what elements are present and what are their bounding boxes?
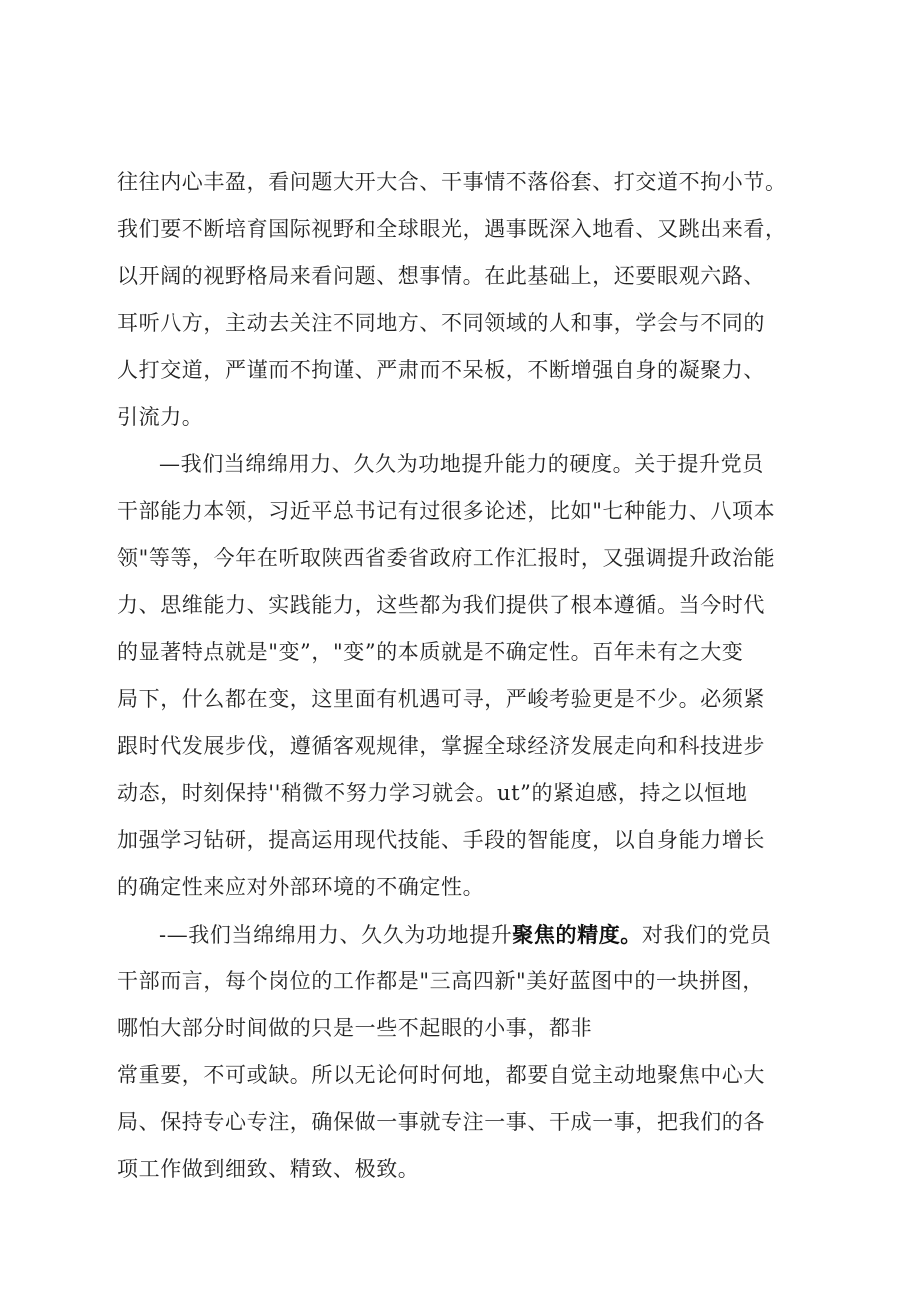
text-line: 的显著特点就是"变”，"变”的本质就是不确定性。百年未有之大变: [117, 640, 744, 664]
text-line: 项工作做到细致、精致、极致。: [117, 1157, 420, 1181]
text-line: 我们要不断培育国际视野和全球眼光，遇事既深入地看、又跳出来看，: [117, 217, 787, 241]
text-line: 干部而言，每个岗位的工作都是"三高四新"美好蓝图中的一块拼图，: [117, 969, 764, 993]
text-line: 哪怕大部分时间做的只是一些不起眼的小事，都非: [117, 1016, 593, 1040]
paragraph-heading-line: —我们当绵绵用力、久久为功地提升能力的硬度。关于提升党员: [159, 452, 764, 476]
text-line: 引流力。: [117, 405, 204, 429]
text-line: 局下，什么都在变，这里面有机遇可寻，严峻考验更是不少。必须紧: [117, 687, 765, 711]
text-line: 动态，时刻保持''稍微不努力学习就会。ut”的紧迫感，持之以恒地: [117, 781, 748, 805]
text-line: 的确定性来应对外部环境的不确定性。: [117, 875, 485, 899]
text-line: 干部能力本领，习近平总书记有过很多论述，比如"七种能力、八项本: [117, 499, 776, 523]
text-line: 加强学习钻研，提高运用现代技能、手段的智能度，以自身能力增长: [117, 828, 765, 852]
text-line: 局、保持专心专注，确保做一事就专注一事、干成一事，把我们的各: [117, 1110, 765, 1134]
text-line: 力、思维能力、实践能力，这些都为我们提供了根本遵循。当今时代: [117, 593, 765, 617]
text-line: 人打交道，严谨而不拘谨、严肃而不呆板，不断增强自身的凝聚力、: [117, 358, 765, 382]
heading-emphasis-text: 聚焦的精度。: [512, 922, 642, 947]
paragraph-heading-line: [117, 911, 829, 958]
text-line: 以开阔的视野格局来看问题、想事情。在此基础上，还要眼观六路、: [117, 264, 765, 288]
body-text: [117, 159, 829, 1193]
text-line: 耳听八方，主动去关注不同地方、不同领域的人和事，学会与不同的: [117, 311, 765, 335]
heading-lead-text: -—我们当绵绵用力、久久为功地提升: [159, 923, 513, 947]
text-line: 跟时代发展步伐，遵循客观规律，掌握全球经济发展走向和科技进步: [117, 734, 765, 758]
text-line: 常重要，不可或缺。所以无论何时何地，都要自觉主动地聚焦中心大: [117, 1063, 765, 1087]
heading-tail-text: 对我们的党员: [641, 923, 772, 947]
text-line: 往往内心丰盈，看问题大开大合、干事情不落俗套、打交道不拘小节。: [117, 170, 787, 194]
text-line: 领"等等，今年在听取陕西省委省政府工作汇报时，又强调提升政治能: [117, 546, 776, 570]
